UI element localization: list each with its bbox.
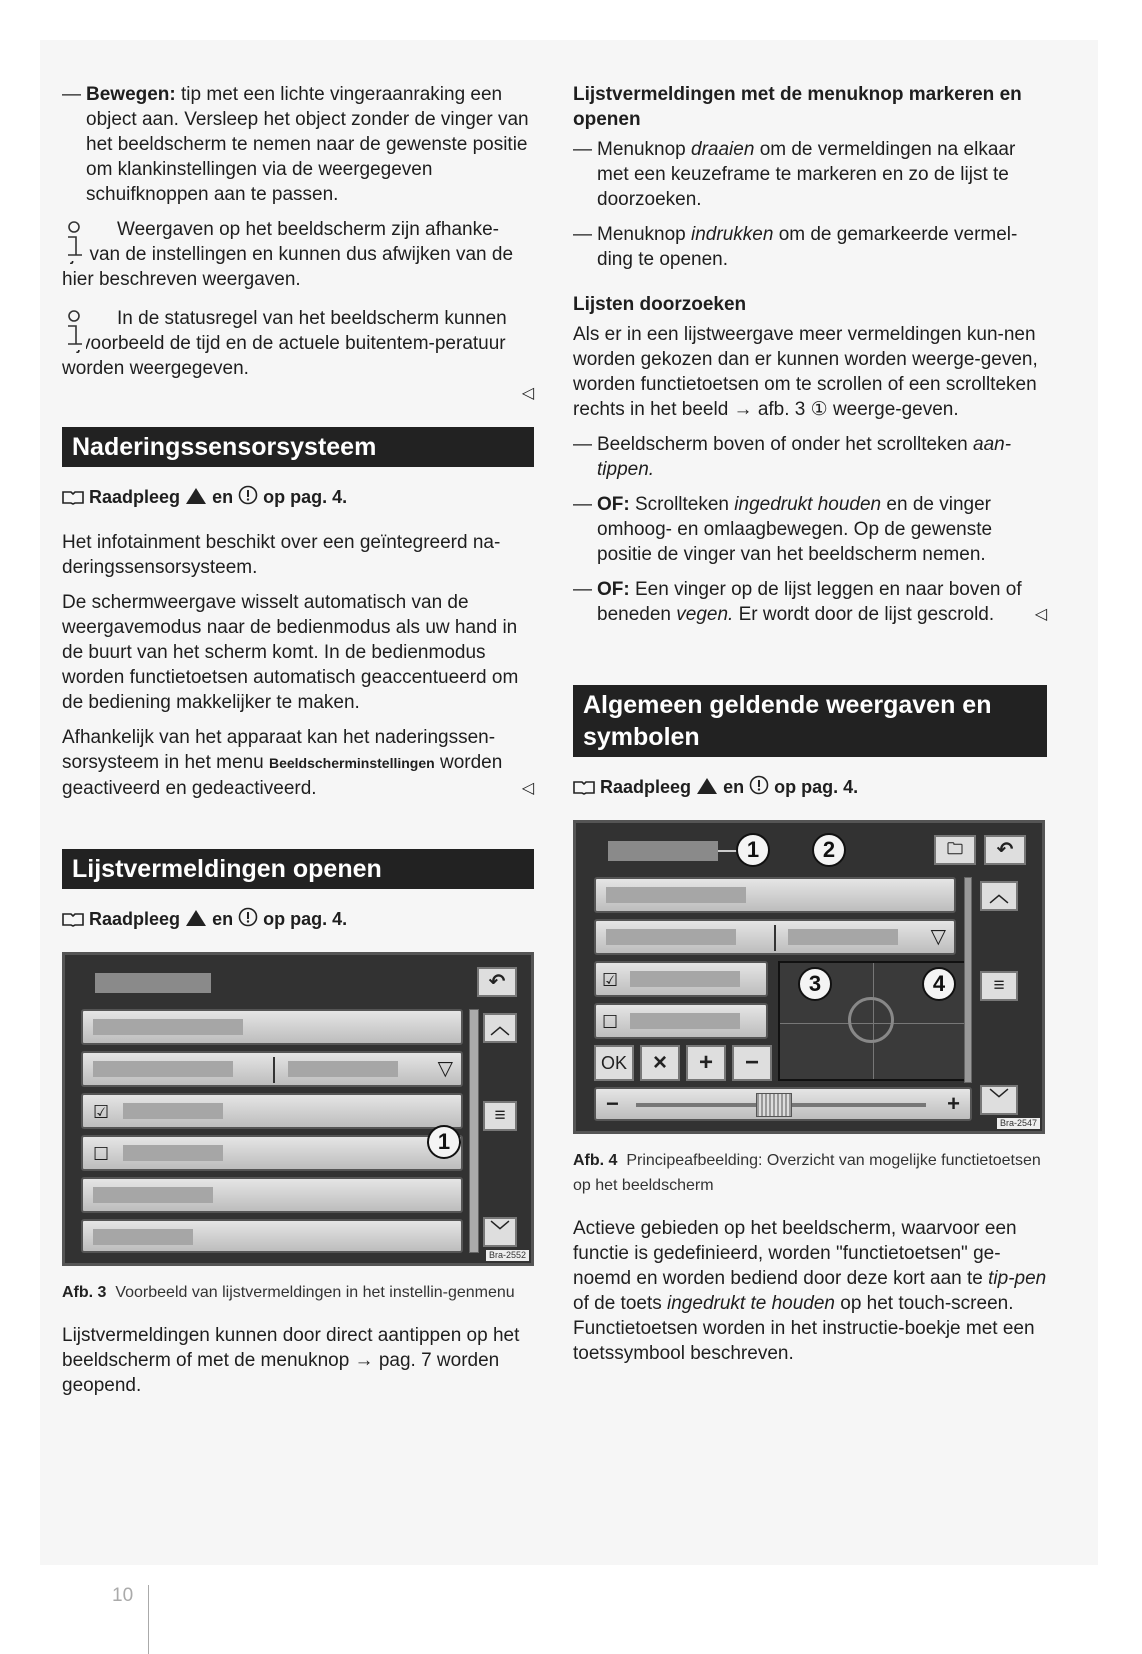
section-end-triangle-icon: ◁ bbox=[1034, 606, 1047, 623]
paragraph: Lijstvermeldingen kunnen door direct aantippen op het beeldscherm of met de menuknop → pag. 7 worden geopend. bbox=[62, 1325, 520, 1396]
list-item[interactable] bbox=[594, 877, 956, 913]
warning-triangle-icon bbox=[696, 777, 718, 795]
caution-circle-icon bbox=[749, 775, 769, 795]
scroll-down-button[interactable]: ﹀ bbox=[483, 1217, 517, 1247]
heading-algemeen-geldende-weergaven: Algemeen geldende weergaven en symbolen bbox=[573, 685, 1047, 757]
page-divider bbox=[148, 1585, 149, 1654]
list-item-checkbox-checked[interactable] bbox=[81, 1093, 463, 1129]
book-icon bbox=[573, 779, 595, 795]
bullet: — OF: Scrollteken ingedrukt houden en de vinger omhoog- en omlaagbewegen. Op de gewenste positie de vinger van het beeldscherm nemen. bbox=[573, 492, 1047, 567]
paragraph: Als er in een lijstweergave meer vermeldingen kun-nen worden gekozen dan er kunnen worden weerge-geven, worden functietoetsen om te scrollen of een scrollteken rechts in het beeld → afb. 3 ① weerge-geven. bbox=[573, 324, 1038, 420]
decrease-button[interactable]: − bbox=[732, 1045, 772, 1081]
slider[interactable] bbox=[594, 1087, 972, 1121]
bullet: — Menuknop draaien om de vermeldingen na elkaar met een keuzeframe te markeren en zo de lijst te doorzoeken. bbox=[573, 137, 1047, 212]
checkbox-checked-icon: ☑ bbox=[93, 1102, 110, 1122]
checkbox-checked-icon: ☑ bbox=[602, 970, 619, 990]
callout-4: 4 bbox=[922, 967, 956, 1001]
dropdown-triangle-icon: ▽ bbox=[930, 926, 946, 948]
callout-3: 3 bbox=[798, 967, 832, 1001]
book-icon bbox=[62, 489, 84, 505]
checkbox-item[interactable] bbox=[594, 1003, 768, 1039]
figure-tag: Bra-2547 bbox=[997, 1118, 1040, 1129]
page-number: 10 bbox=[112, 1585, 134, 1606]
list-item-dropdown[interactable] bbox=[594, 919, 956, 955]
checkbox-icon: ☐ bbox=[93, 1144, 110, 1164]
bullet: — Menuknop indrukken om de gemarkeerde vermel-ding te openen. bbox=[573, 222, 1047, 272]
callout-2: 2 bbox=[812, 833, 846, 867]
info-icon bbox=[62, 221, 86, 261]
paragraph: De schermweergave wisselt automatisch van de weergavemodus naar de bedienmodus als uw hand in de buurt van het scherm komt. In de bedienmodus worden functietoetsen automatisch geaccentueerd om de bediening makkelijker te maken. bbox=[62, 592, 519, 713]
info-icon bbox=[62, 310, 86, 350]
caution-circle-icon bbox=[238, 907, 258, 927]
callout-1: 1 bbox=[427, 1125, 461, 1159]
figure-4-caption: Afb. 4 Principeafbeelding: Overzicht van mogelijke functietoetsen op het beeldscherm bbox=[573, 1152, 1041, 1194]
bullet: — Beeldscherm boven of onder het scrollteken aan-tippen. bbox=[573, 432, 1047, 482]
bullet: — OF: Een vinger op de lijst leggen en naar boven of beneden vegen. Er wordt door de lijst gescrold. ◁ bbox=[573, 577, 1047, 627]
left-column bbox=[62, 82, 534, 1408]
slider-plus[interactable]: + bbox=[947, 1091, 960, 1116]
scroll-up-button[interactable]: ︿ bbox=[483, 1013, 517, 1043]
subheading: Lijstvermeldingen met de menuknop markeren en openen bbox=[573, 84, 1022, 130]
scroll-bar bbox=[964, 877, 972, 1083]
reference-line: Raadpleeg en op pag. 4. bbox=[62, 485, 534, 510]
scroll-marker-button[interactable]: ≡ bbox=[980, 971, 1018, 1001]
reference-line: Raadpleeg en op pag. 4. bbox=[62, 907, 534, 932]
paragraph: Het infotainment beschikt over een geïntegreerd na-deringssensorsysteem. bbox=[62, 532, 501, 578]
checkbox-icon: ☐ bbox=[602, 1012, 619, 1032]
section-end-triangle-icon: ◁ bbox=[521, 780, 534, 797]
paragraph: Afhankelijk van het apparaat kan het naderingssen-sorsysteem in het menu Beeldscherminstellingen worden geactiveerd en gedeactiveerd. ◁ bbox=[62, 727, 534, 799]
list-item-checkbox[interactable] bbox=[81, 1135, 463, 1171]
figure-3-caption: Afb. 3 Voorbeeld van lijstvermeldingen in het instellin-genmenu bbox=[62, 1284, 515, 1301]
bullet-bewegen: — Bewegen: tip met een lichte vingeraanraking een object aan. Versleep het object zonder de vinger van het beeldscherm te nemen naar de gewenste positie om klankinstellingen via de weergegeven schuifknoppen aan te passen. bbox=[62, 82, 534, 207]
caution-circle-icon bbox=[238, 485, 258, 505]
heading-lijstvermeldingen-openen: Lijstvermeldingen openen bbox=[62, 849, 534, 889]
title-placeholder bbox=[608, 841, 718, 861]
reference-line: Raadpleeg en op pag. 4. bbox=[573, 775, 1047, 800]
section-end-triangle-icon: ◁ bbox=[521, 385, 534, 402]
scroll-marker-button[interactable]: ≡ bbox=[483, 1101, 517, 1131]
subheading: Lijsten doorzoeken bbox=[573, 294, 747, 315]
scroll-down-button[interactable]: ﹀ bbox=[980, 1085, 1018, 1115]
callout-1: 1 bbox=[736, 833, 770, 867]
warning-triangle-icon bbox=[185, 909, 207, 927]
paragraph: Actieve gebieden op het beeldscherm, waarvoor een functie is gedefinieerd, worden "functietoetsen" ge-noemd en worden bediend door deze kort aan te tip-pen of de toets ingedrukt te houden op het touch-screen. Functietoetsen worden in het instructie-boekje met een toetssymbool beschreven. bbox=[573, 1218, 1047, 1364]
list-item[interactable] bbox=[81, 1009, 463, 1045]
figure-tag: Bra-2552 bbox=[486, 1250, 529, 1261]
folder-button[interactable]: 🗀 bbox=[934, 835, 976, 865]
cancel-button[interactable]: × bbox=[640, 1045, 680, 1081]
figure-4-function-keys bbox=[573, 820, 1045, 1134]
heading-naderingssensorsysteem: Naderingssensorsysteem bbox=[62, 427, 534, 467]
back-button[interactable]: ↶ bbox=[984, 835, 1026, 865]
book-icon bbox=[62, 911, 84, 927]
title-placeholder bbox=[95, 973, 211, 993]
back-button[interactable]: ↶ bbox=[477, 967, 517, 997]
info-note-1: Weergaven op het beeldscherm zijn afhanke- lijk van de instellingen en kunnen dus afwijken van de hier beschreven weergaven. bbox=[62, 219, 514, 290]
warning-triangle-icon bbox=[185, 487, 207, 505]
list-item-dropdown[interactable] bbox=[81, 1051, 463, 1087]
scroll-up-button[interactable]: ︿ bbox=[980, 881, 1018, 911]
ok-button[interactable]: OK bbox=[594, 1045, 634, 1081]
figure-3-list-screen bbox=[62, 952, 534, 1266]
info-note-2: In de statusregel van het beeldscherm kunnen bijvoorbeeld de tijd en de actuele buitentem-peratuur worden weergegeven. ◁ bbox=[62, 306, 534, 381]
increase-button[interactable]: + bbox=[686, 1045, 726, 1081]
checkbox-checked-item[interactable] bbox=[594, 961, 768, 997]
slider-thumb[interactable] bbox=[756, 1093, 792, 1117]
slider-minus[interactable]: − bbox=[606, 1091, 619, 1116]
target-crosshair-icon bbox=[848, 997, 894, 1043]
dropdown-triangle-icon: ▽ bbox=[437, 1058, 453, 1080]
list-item[interactable] bbox=[81, 1177, 463, 1213]
right-column bbox=[573, 82, 1047, 1376]
list-item[interactable] bbox=[81, 1219, 463, 1253]
scroll-bar bbox=[469, 1009, 479, 1253]
